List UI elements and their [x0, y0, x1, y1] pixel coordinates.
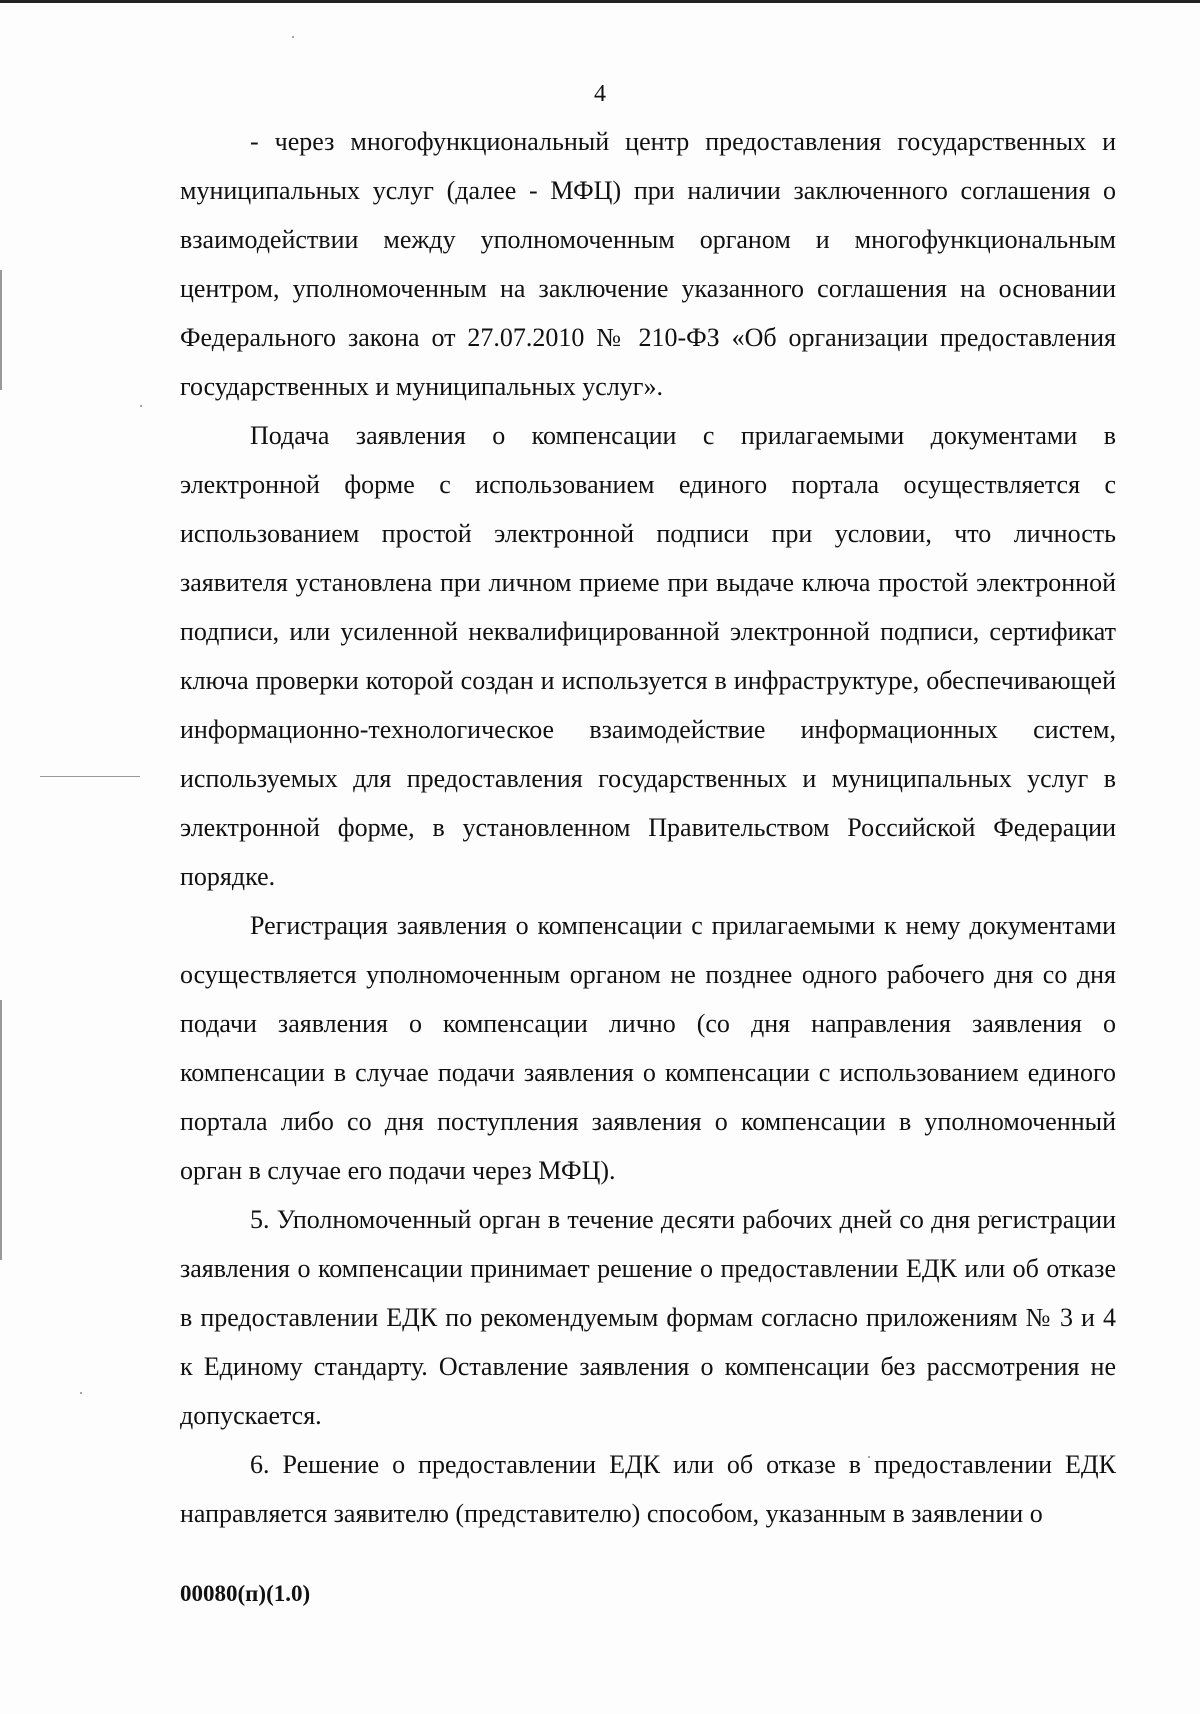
scan-artifact	[80, 1392, 82, 1394]
scan-top-border	[0, 0, 1200, 3]
scan-left-edge-mark	[0, 270, 2, 390]
paragraph-electronic-submission: Подача заявления о компенсации с прилагаемыми документами в электронной форме с использованием единого портала осуществляется с использованием простой электронной подписи при условии, что личность заявителя установлена при личном приеме при выдаче ключа простой электронной подписи, или усиленной неквалифицированной электронной подписи, сертификат ключа проверки которой создан и используется в инфраструктуре, обеспечивающей информационно-технологическое взаимодействие информационных систем, используемых для предоставления государственных и муниципальных услуг в электронной форме, в установленном Правительством Российской Федерации порядке.	[180, 421, 1116, 891]
scan-artifact	[40, 776, 140, 777]
paragraph-item-5: 5. Уполномоченный орган в течение десяти рабочих дней со дня регистрации заявления о компенсации принимает решение о предоставлении ЕДК или об отказе в предоставлении ЕДК по рекомендуемым формам согласно приложениям № 3 и 4 к Единому стандарту. Оставление заявления о компенсации без рассмотрения не допускается.	[180, 1205, 1116, 1430]
scan-left-edge-mark	[0, 1000, 2, 1260]
paragraph-item-6: 6. Решение о предоставлении ЕДК или об отказе в предоставлении ЕДК направляется заявителю (представителю) способом, указанным в заявлении о	[180, 1450, 1116, 1528]
document-code: 00080(п)(1.0)	[180, 1581, 311, 1606]
page-number: 4	[594, 81, 606, 107]
scan-artifact	[140, 405, 142, 407]
document-body	[180, 117, 1116, 1538]
paragraph-mfc: - через многофункциональный центр предоставления государственных и муниципальных услуг (далее - МФЦ) при наличии заключенного соглашения о взаимодействии между уполномоченным органом и многофункциональным центром, уполномоченным на заключение указанного соглашения на основании Федерального закона от 27.07.2010 № 210-ФЗ «Об организации предоставления государственных и муниципальных услуг».	[180, 127, 1116, 401]
scan-artifact	[292, 36, 294, 38]
paragraph-registration: Регистрация заявления о компенсации с прилагаемыми к нему документами осуществляется уполномоченным органом не позднее одного рабочего дня со дня подачи заявления о компенсации лично (со дня направления заявления о компенсации в случае подачи заявления о компенсации с использованием единого портала либо со дня поступления заявления о компенсации в уполномоченный орган в случае его подачи через МФЦ).	[180, 911, 1116, 1185]
